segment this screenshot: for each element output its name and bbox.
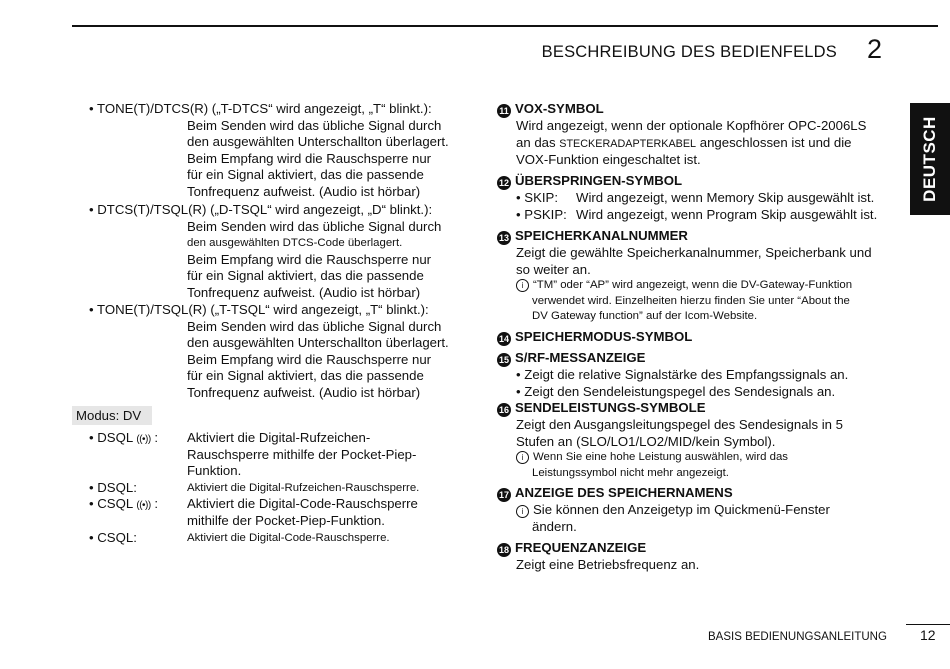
page-title: BESCHREIBUNG DES BEDIENFELDS	[541, 43, 837, 61]
desc-line: Aktiviert die Digital-Rufzeichen-Rauschsperre.	[187, 482, 420, 494]
info-icon: i	[516, 279, 529, 292]
desc-line: Tonfrequenz aufweist. (Audio ist hörbar)	[187, 284, 421, 300]
desc-line: Beim Empfang wird die Rauschsperre nur	[187, 150, 432, 166]
desc-line: Funktion.	[187, 463, 242, 479]
tone-entry	[89, 202, 479, 302]
section-title: FREQUENZANZEIGE	[515, 540, 647, 555]
entry-description	[187, 319, 479, 402]
info-icon: i	[516, 451, 529, 464]
entry-description	[187, 118, 479, 201]
entry-heading: • TONE(T)/DTCS(R) („T-DTCS“ wird angezeigt, „T“ blinkt.):	[89, 101, 432, 116]
section-memory-mode	[497, 329, 892, 346]
desc-line: Rauschsperre mithilfe der Pocket-Piep-	[187, 446, 417, 462]
skip-row	[516, 190, 892, 207]
desc-line: Tonfrequenz aufweist. (Audio ist hörbar)	[187, 183, 421, 199]
section-heading	[497, 329, 892, 346]
desc-line: Aktiviert die Digital-Code-Rauschsperre.	[187, 532, 390, 544]
section-vox	[497, 101, 892, 169]
desc-line: den ausgewählten Unterschallton überlagert.	[187, 335, 449, 351]
desc-line: Beim Senden wird das übliche Signal durch	[187, 218, 442, 234]
section-power	[497, 400, 892, 481]
mode-label-bar	[72, 406, 152, 425]
dv-key-text: • CSQL	[89, 496, 133, 511]
desc-line: Beim Senden wird das übliche Signal durch	[187, 117, 442, 133]
dv-key: • DSQL:	[89, 480, 137, 495]
desc-line: Tonfrequenz aufweist. (Audio ist hörbar)	[187, 384, 421, 400]
desc-line: mithilfe der Pocket-Piep-Funktion.	[187, 512, 385, 528]
text-part: STECKERADAPTERKABEL	[559, 137, 697, 150]
circled-number-icon: 13	[498, 233, 509, 243]
dv-entry	[89, 480, 469, 497]
section-body	[516, 118, 892, 169]
entry-description	[187, 219, 479, 302]
section-body	[516, 190, 892, 223]
section-body	[516, 557, 892, 574]
section-srf-meter	[497, 350, 892, 400]
circled-number-icon: 12	[498, 178, 509, 188]
section-memory-channel	[497, 228, 892, 325]
circled-number-icon: 18	[498, 545, 509, 555]
section-memory-name	[497, 485, 892, 535]
tone-entry	[89, 302, 479, 402]
body-line: Wird angezeigt, wenn der optionale Kopfhörer OPC-2006LS	[516, 118, 867, 133]
section-body	[516, 367, 892, 400]
circled-number-icon: 11	[497, 104, 511, 118]
language-tab	[910, 103, 950, 215]
section-title: SENDELEISTUNGS-SYMBOLE	[515, 400, 706, 415]
note-line: “TM” oder “AP” wird angezeigt, wenn die DV-Gateway-Funktion	[533, 279, 853, 292]
row-text: Wird angezeigt, wenn Program Skip ausgewählt ist.	[576, 206, 878, 222]
section-title: VOX-SYMBOL	[515, 101, 604, 116]
body-line: Stufen an (SLO/LO1/LO2/MID/kein Symbol).	[516, 433, 776, 449]
body-line: VOX-Funktion eingeschaltet ist.	[516, 152, 701, 168]
note-line: ändern.	[532, 518, 577, 534]
section-skip	[497, 173, 892, 223]
body-line: Zeigt eine Betriebsfrequenz an.	[516, 557, 700, 572]
footer-manual-title: BASIS BEDIENUNGSANLEITUNG	[708, 631, 887, 643]
dv-entry	[89, 530, 469, 547]
dv-colon: :	[154, 430, 159, 445]
top-rule	[72, 25, 938, 27]
chapter-number: 2	[866, 34, 882, 64]
section-frequency	[497, 540, 892, 574]
dv-key-text: • DSQL	[89, 430, 133, 445]
note-line: DV Gateway function” auf der Icom-Website.	[532, 310, 758, 323]
dv-key	[89, 496, 158, 515]
section-heading	[497, 173, 892, 190]
note	[516, 278, 892, 325]
body-line: Zeigt den Ausgangsleitungspegel des Sendesignals in 5	[516, 417, 843, 432]
mode-label: Modus: DV	[76, 408, 142, 423]
desc-line: Beim Senden wird das übliche Signal durch	[187, 318, 442, 334]
dv-description	[187, 530, 469, 547]
section-title: ÜBERSPRINGEN-SYMBOL	[515, 173, 683, 188]
tone-entry	[89, 101, 479, 201]
row-text: Wird angezeigt, wenn Memory Skip ausgewählt ist.	[576, 190, 875, 205]
text-part: angeschlossen ist und die	[696, 134, 852, 150]
section-heading	[497, 540, 892, 557]
note-line: Wenn Sie eine hohe Leistung auswählen, wird das	[533, 451, 788, 464]
section-title: ANZEIGE DES SPEICHERNAMENS	[515, 485, 733, 500]
body-line: • Zeigt den Sendeleistungspegel des Sendesignals an.	[516, 383, 836, 399]
note	[516, 502, 892, 535]
dv-description	[187, 430, 469, 480]
dv-entry	[89, 430, 469, 480]
note-line: verwendet wird. Einzelheiten hierzu finden Sie unter “About the	[532, 294, 850, 307]
desc-line: für ein Signal aktiviert, das die passende	[187, 268, 424, 284]
body-line: • Zeigt die relative Signalstärke des Empfangssignals an.	[516, 367, 849, 382]
body-line: so weiter an.	[516, 261, 591, 277]
circled-number-icon: 17	[498, 490, 509, 500]
desc-line: Aktiviert die Digital-Rufzeichen-	[187, 430, 371, 445]
dv-key	[89, 430, 158, 449]
desc-line: den ausgewählten Unterschallton überlagert.	[187, 134, 449, 150]
body-line: Zeigt die gewählte Speicherkanalnummer, Speicherbank und	[516, 245, 872, 260]
info-icon: i	[516, 505, 529, 518]
desc-line: Beim Empfang wird die Rauschsperre nur	[187, 251, 432, 267]
text-part: an das	[516, 134, 560, 150]
note	[516, 450, 892, 481]
footer-rule	[906, 624, 950, 625]
section-heading	[497, 485, 892, 502]
dv-entry	[89, 496, 469, 529]
desc-line: Aktiviert die Digital-Code-Rauschsperre	[187, 496, 418, 511]
section-title: SPEICHERMODUS-SYMBOL	[515, 329, 693, 344]
desc-line: Beim Empfang wird die Rauschsperre nur	[187, 351, 432, 367]
body-line	[516, 135, 892, 153]
section-body	[516, 502, 892, 535]
language-tab-label: DEUTSCH	[920, 116, 939, 202]
desc-line: den ausgewählten DTCS-Code überlagert.	[187, 237, 403, 250]
note-line: Leistungssymbol nicht mehr angezeigt.	[532, 466, 729, 479]
row-tag: • PSKIP:	[516, 206, 567, 222]
dv-description	[187, 496, 469, 529]
desc-line: für ein Signal aktiviert, das die passende	[187, 368, 424, 384]
dv-description	[187, 480, 469, 497]
circled-number-icon: 14	[498, 334, 509, 344]
pocket-beep-icon: ((•))	[136, 434, 151, 445]
dv-key: • CSQL:	[89, 530, 137, 545]
entry-heading: • DTCS(T)/TSQL(R) („D-TSQL“ wird angezeigt, „D“ blinkt.):	[89, 202, 433, 217]
pocket-beep-icon: ((•))	[136, 500, 151, 511]
section-heading	[497, 400, 892, 417]
section-title: SPEICHERKANALNUMMER	[515, 228, 688, 243]
section-heading	[497, 228, 892, 245]
skip-row	[516, 207, 892, 224]
note-line: Sie können den Anzeigetyp im Quickmenü-Fenster	[533, 502, 830, 517]
section-heading	[497, 350, 892, 367]
desc-line: für ein Signal aktiviert, das die passende	[187, 167, 424, 183]
circled-number-icon: 16	[498, 405, 509, 415]
row-tag: • SKIP:	[516, 190, 558, 205]
entry-heading: • TONE(T)/TSQL(R) („T-TSQL“ wird angezeigt, „T“ blinkt.):	[89, 302, 429, 317]
dv-colon: :	[154, 496, 159, 511]
page-number: 12	[920, 627, 936, 643]
section-title: S/RF-MESSANZEIGE	[515, 350, 646, 365]
section-heading	[497, 101, 892, 118]
circled-number-icon: 15	[498, 355, 509, 365]
section-body	[516, 245, 892, 325]
section-body	[516, 417, 892, 481]
